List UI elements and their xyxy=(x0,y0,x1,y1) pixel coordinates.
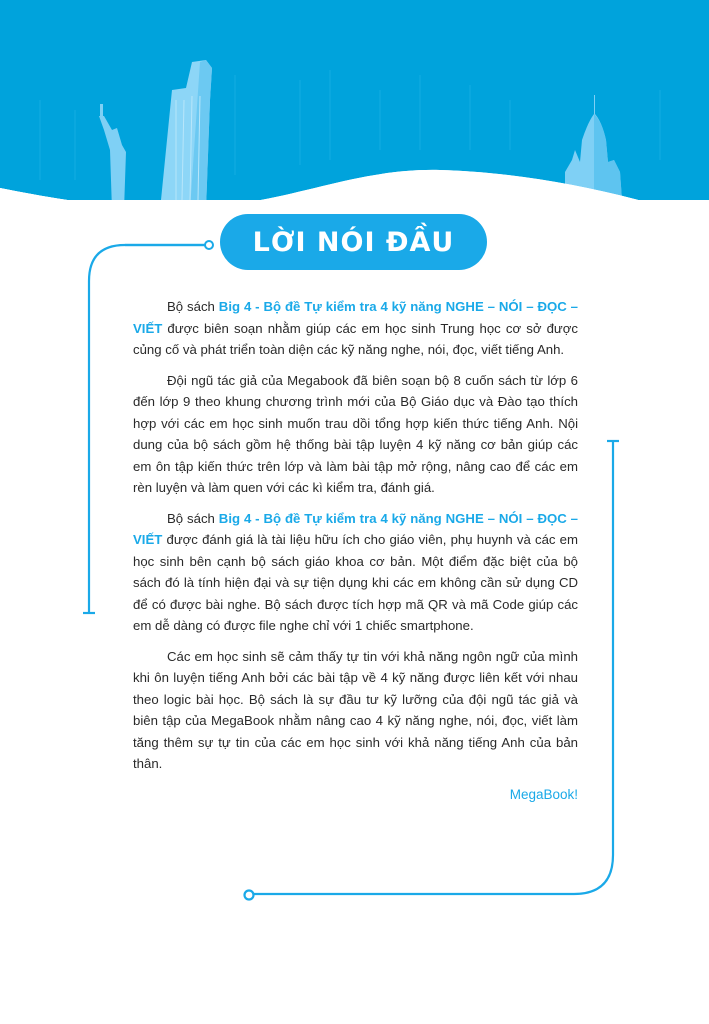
frame-end-circle-top xyxy=(205,241,213,249)
frame-end-circle-bottom xyxy=(245,891,254,900)
wave-shape xyxy=(0,0,709,230)
preface-content xyxy=(133,296,578,805)
paragraph-lead: Bộ sách xyxy=(167,510,219,526)
paragraph-lead: Bộ sách xyxy=(167,299,219,314)
paragraph-3 xyxy=(133,508,578,637)
paragraph-1 xyxy=(133,296,578,361)
book-title-highlight: Big 4 - Bộ đề Tự kiểm tra 4 kỹ năng NGHE – NÓI – ĐỌC – VIẾT xyxy=(133,510,578,547)
paragraph-2: Đội ngũ tác giả của Megabook đã biên soạn bộ 8 cuốn sách từ lớp 6 đến lớp 9 theo khung chương trình mới của Bộ Giáo dục và Đào tạo thích hợp với các em học sinh muốn trau dồi tổng hợp kiến thức tiếng Anh. Nội dung của bộ sách gồm hệ thống bài tập luyện 4 kỹ năng cơ bản giúp các em ôn tập kiến thức trên lớp và làm bài tập mở rộng, nâng cao để các em rèn luyện và làm quen với các kì kiểm tra, đánh giá. xyxy=(133,372,578,495)
book-title-highlight: Big 4 - Bộ đề Tự kiểm tra 4 kỹ năng NGHE – NÓI – ĐỌC – VIẾT xyxy=(133,299,578,336)
page-title: LỜI NÓI ĐẦU xyxy=(220,214,487,270)
paragraph-4: Các em học sinh sẽ cảm thấy tự tin với khả năng ngôn ngữ của mình khi ôn luyện tiếng Anh bởi các bài tập về 4 kỹ năng được liên kết với nhau theo logic bài học. Bộ sách là sự đầu tư kỹ lưỡng của đội ngũ tác giả và biên tập của MegaBook nhằm nâng cao 4 kỹ năng nghe, nói, đọc, viết làm tăng thêm sự tự tin của các em học sinh với khả năng tiếng Anh của bản thân. xyxy=(133,648,578,771)
signature: MegaBook! xyxy=(509,786,578,802)
paragraph-text: được biên soạn nhằm giúp các em học sinh Trung học cơ sở được củng cố và phát triển toàn diện các kỹ năng nghe, nói, đọc, viết tiếng Anh. xyxy=(133,320,578,357)
paragraph-text: được đánh giá là tài liệu hữu ích cho giáo viên, phụ huynh và các em học sinh bên cạnh bộ sách giáo khoa cơ bản. Một điểm đặc biệt của bộ sách đó là tính hiện đại và sự tiện dụng khi các em không cần sử dụng CD để có được bài nghe. Bộ sách được tích hợp mã QR và mã Code giúp các em dễ dàng có được file nghe chỉ với 1 chiếc smartphone. xyxy=(133,532,578,633)
